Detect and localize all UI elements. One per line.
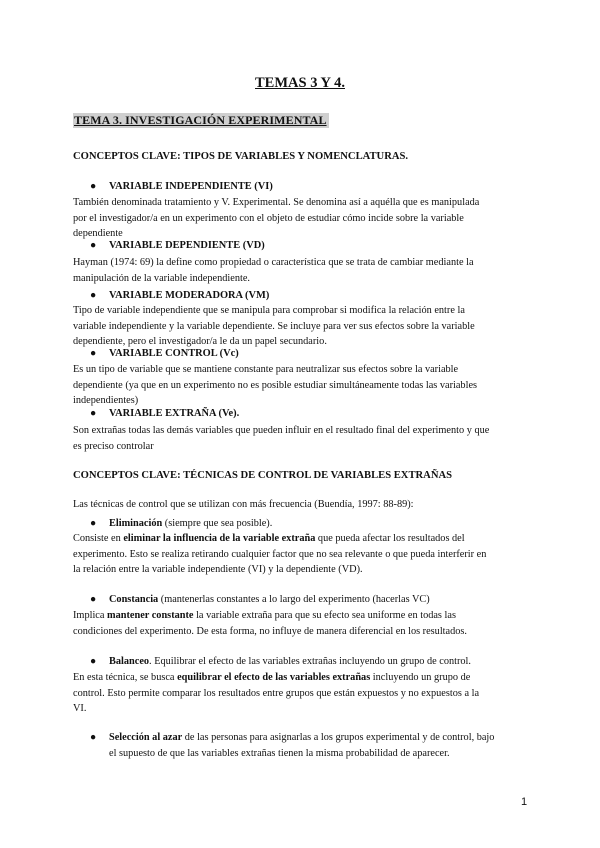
technique-eliminacion-text: Consiste en eliminar la influencia de la variable extraña que pueda afectar los resultados del experimento. Esto se realiza retirando cualquier factor que no sea relevante o que pueda interferir en la relación entre la variable independiente (VI) y la dependiente (VD). [73, 533, 487, 576]
heading-techniques: CONCEPTOS CLAVE: TÉCNICAS DE CONTROL DE VARIABLES EXTRAÑAS [73, 470, 453, 481]
bullet-icon: ● [90, 656, 97, 667]
bullet-icon: ● [90, 594, 97, 605]
heading-variables: CONCEPTOS CLAVE: TIPOS DE VARIABLES Y NOMENCLATURAS. [73, 151, 409, 162]
variable-description: Son extrañas todas las demás variables que pueden influir en el resultado final del experimento y que es preciso controlar [73, 425, 490, 452]
page-number: 1 [521, 796, 528, 808]
bullet-icon: ● [90, 732, 97, 743]
variable-heading: ● VARIABLE DEPENDIENTE (VD) [90, 240, 265, 251]
variable-description: Hayman (1974: 69) la define como propiedad o característica que se trata de cambiar mediante la manipulación de la variable independiente. [73, 257, 474, 284]
technique-balanceo-text: En esta técnica, se busca equilibrar el efecto de las variables extrañas incluyendo un grupo de control. Esto permite comparar los resultados entre grupos que están expuestos y no expuestos a la VI. [73, 672, 480, 715]
technique-constancia-heading: ● Constancia (mantenerlas constantes a lo largo del experimento (hacerlas VC) [90, 592, 530, 608]
variable-description: También denominada tratamiento y V. Experimental. Se denomina así a aquélla que es manipulada por el investigador/a en un experimento con el objeto de estudiar cómo incide sobre la variable dependiente [73, 197, 480, 240]
bullet-icon: ● [90, 290, 97, 301]
technique-balanceo-heading: ● Balanceo. Equilibrar el efecto de las variables extrañas incluyendo un grupo de control. [90, 654, 530, 670]
variable-description: Tipo de variable independiente que se manipula para comprobar si modifica la relación entre la variable independiente y la variable dependiente. Se incluye para ver sus efectos sobre la variable dependiente, pero el investigador/a le da un papel secundario. [73, 305, 475, 348]
variable-heading: ● VARIABLE INDEPENDIENTE (VI) [90, 181, 273, 192]
technique-constancia-text: Implica mantener constante la variable extraña para que su efecto sea uniforme en todas las condiciones del experimento. De esta forma, no influye de manera diferencial en los resultados. [73, 610, 467, 637]
variable-description: Es un tipo de variable que se mantiene constante para neutralizar sus efectos sobre la variable dependiente (ya que en un experimento no es posible estudiar simultáneamente todas las variables independientes) [73, 364, 478, 407]
techniques-intro: Las técnicas de control que se utilizan con más frecuencia (Buendía, 1997: 88-89): [73, 499, 414, 510]
technique-seleccion: ● Selección al azar de las personas para asignarlas a los grupos experimental y de control, bajo el supuesto de que las variables extrañas tienen la misma probabilidad de aparecer. [90, 732, 495, 759]
variable-heading: ● VARIABLE CONTROL (Vc) [90, 348, 239, 359]
bullet-icon: ● [90, 181, 97, 192]
variable-heading: ● VARIABLE EXTRAÑA (Ve). [90, 408, 240, 419]
bullet-icon: ● [90, 518, 97, 529]
document-title: TEMAS 3 Y 4. [255, 75, 345, 91]
bullet-icon: ● [90, 348, 97, 359]
section-title: TEMA 3. INVESTIGACIÓN EXPERIMENTAL [74, 113, 327, 127]
bullet-icon: ● [90, 240, 97, 251]
technique-eliminacion-heading: ● Eliminación (siempre que sea posible). [90, 516, 530, 532]
bullet-icon: ● [90, 408, 97, 419]
variable-heading: ● VARIABLE MODERADORA (VM) [90, 290, 270, 301]
